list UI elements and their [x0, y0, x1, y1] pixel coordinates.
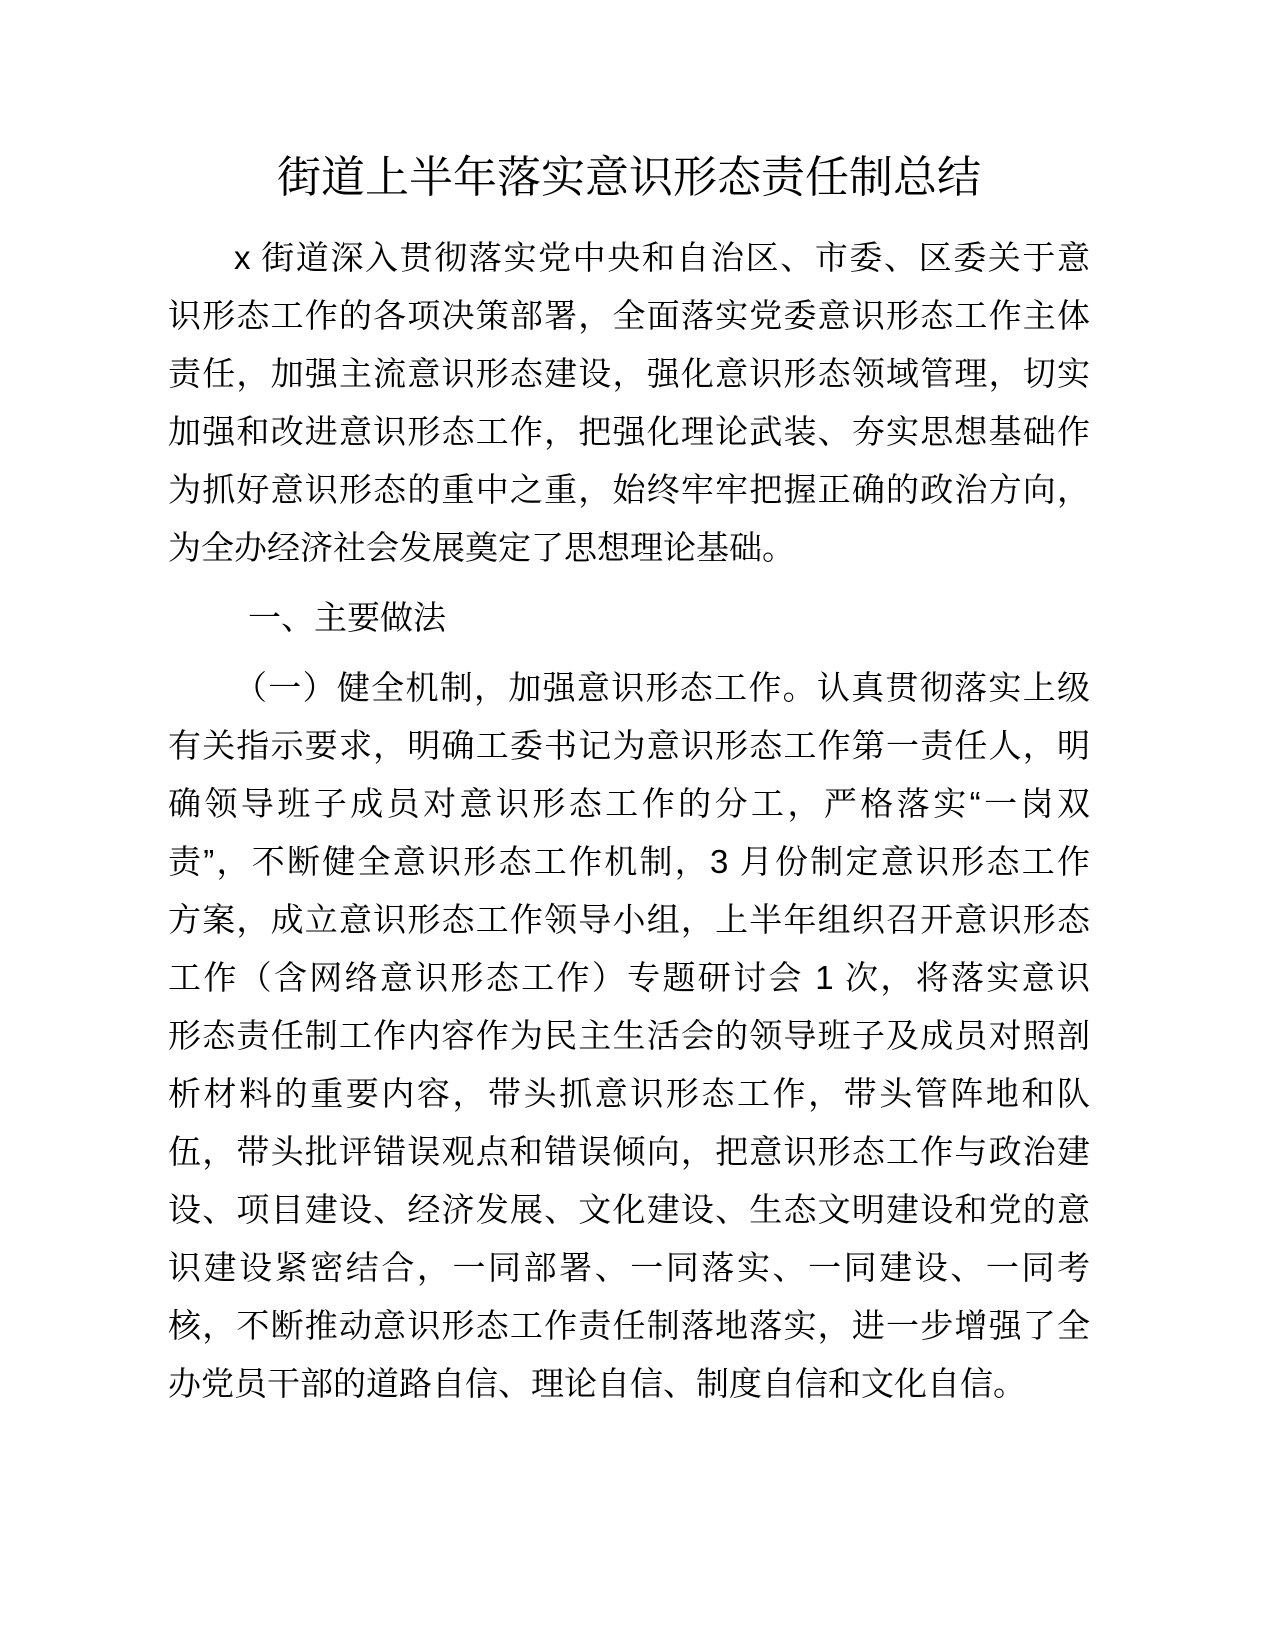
text-line: 设、项目建设、经济发展、文化建设、生态文明建设和党的意: [168, 1191, 1090, 1228]
text-line: 方案，成立意识形态工作领导小组，上半年组织召开意识形态: [168, 901, 1090, 938]
intro-paragraph: [168, 229, 1090, 577]
text-line: 一、主要做法: [248, 599, 446, 636]
text-line: 伍，带头批评错误观点和错误倾向，把意识形态工作与政治建: [168, 1133, 1090, 1170]
document-title: 街道上半年落实意识形态责任制总结: [277, 153, 981, 202]
text-line: 为全办经济社会发展奠定了思想理论基础。: [168, 529, 795, 566]
text-line: x 街道深入贯彻落实党中央和自治区、市委、区委关于意: [234, 239, 1090, 276]
text-line: 为抓好意识形态的重中之重，始终牢牢把握正确的政治方向，: [168, 471, 1090, 508]
document-content: [168, 229, 1090, 1413]
section-heading-main-practices: [168, 589, 1090, 647]
text-line: 形态责任制工作内容作为民主生活会的领导班子及成员对照剖: [168, 1017, 1090, 1054]
text-line: 办党员干部的道路自信、理论自信、制度自信和文化自信。: [168, 1365, 1026, 1402]
text-line: 责任，加强主流意识形态建设，强化意识形态领域管理，切实: [168, 355, 1090, 392]
text-line: 识建设紧密结合，一同部署、一同落实、一同建设、一同考: [168, 1249, 1090, 1286]
text-line: 加强和改进意识形态工作，把强化理论武装、夯实思想基础作: [168, 413, 1090, 450]
text-line: 识形态工作的各项决策部署，全面落实党委意识形态工作主体: [168, 297, 1090, 334]
text-line: 工作（含网络意识形态工作）专题研讨会 1 次，将落实意识: [168, 959, 1090, 996]
text-line: 责”，不断健全意识形态工作机制，3 月份制定意识形态工作: [168, 843, 1090, 880]
text-line: 有关指示要求，明确工委书记为意识形态工作第一责任人，明: [168, 727, 1090, 764]
text-line: （一）健全机制，加强意识形态工作。认真贯彻落实上级: [234, 669, 1090, 706]
text-line: 析材料的重要内容，带头抓意识形态工作，带头管阵地和队: [168, 1075, 1090, 1112]
text-line: 确领导班子成员对意识形态工作的分工，严格落实“一岗双: [168, 785, 1090, 822]
practices-paragraph: [168, 659, 1090, 1413]
text-line: 核，不断推动意识形态工作责任制落地落实，进一步增强了全: [168, 1307, 1090, 1344]
